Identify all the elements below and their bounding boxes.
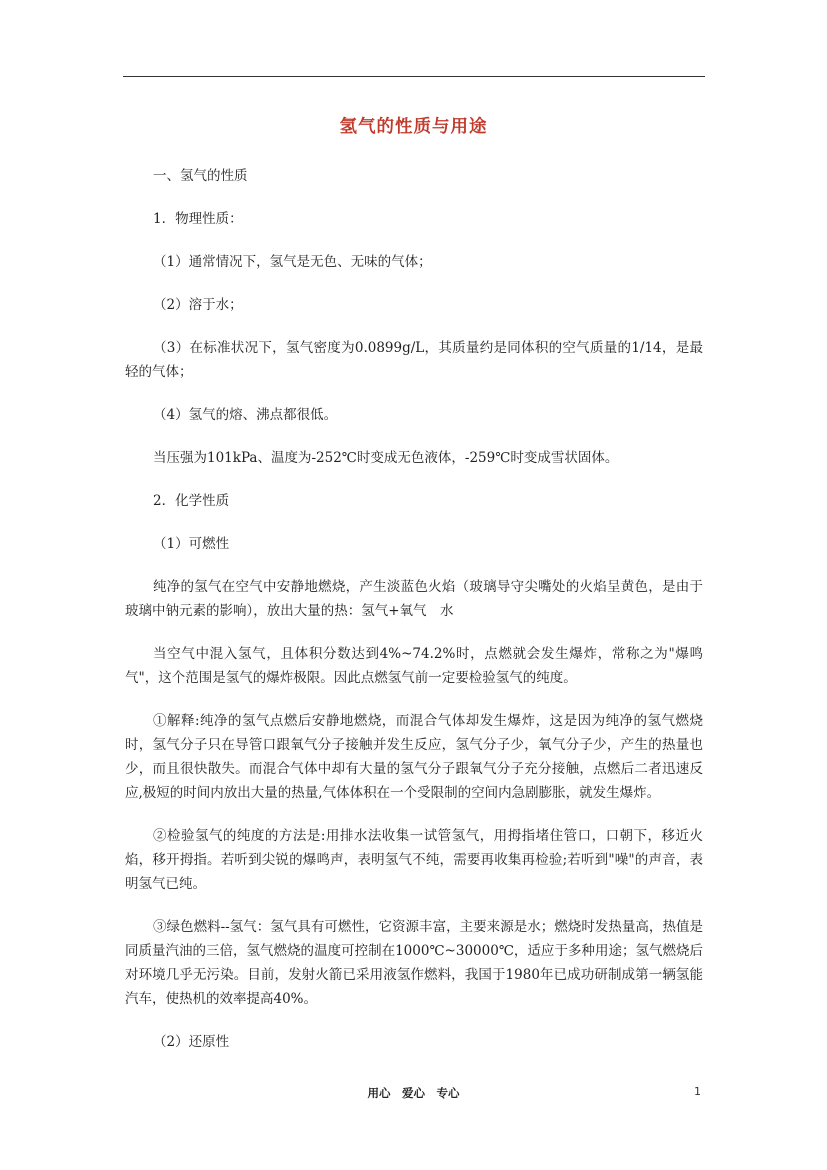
- paragraph: 当空气中混入氢气，且体积分数达到4%~74.2%时，点燃就会发生爆炸，常称之为"爆鸣气"，这个范围是氢气的爆炸极限。因此点燃氢气前一定要检验氢气的纯度。: [125, 646, 703, 686]
- footer-slogan: 用心 爱心 专心: [367, 1086, 460, 1100]
- paragraph: ①解释:纯净的氢气点燃后安静地燃烧，而混合气体却发生爆炸，这是因为纯净的氢气燃烧时，氢气分子只在导管口跟氧气分子接触并发生反应，氢气分子少，氧气分子少，产生的热量也少，而且很快散失。而混合气体中却有大量的氢气分子跟氧气分子充分接触，点燃后二者迅速反应,极短的时间内放出大量的热量,气体体积在一个受限制的空间内急剧膨胀，就发生爆炸。: [125, 713, 703, 801]
- paragraph: 当压强为101kPa、温度为-252℃时变成无色液体，-259℃时变成雪状固体。: [153, 450, 619, 466]
- subsection-heading: 2．化学性质: [153, 493, 230, 509]
- subsection-heading: 1．物理性质：: [153, 211, 243, 227]
- document-title: 氢气的性质与用途: [339, 117, 488, 137]
- paragraph: （2）溶于水；: [153, 297, 243, 313]
- paragraph: （3）在标准状况下，氢气密度为0.0899g/L，其质量约是同体积的空气质量的1/14，是最轻的气体；: [125, 340, 703, 380]
- paragraph: （4）氢气的熔、沸点都很低。: [153, 407, 338, 423]
- section-heading: 一、氢气的性质: [153, 168, 248, 184]
- paragraph: （2）还原性: [153, 1034, 230, 1050]
- page-number: 1: [694, 1085, 701, 1098]
- paragraph: ③绿色燃料--氢气：氢气具有可燃性，它资源丰富，主要来源是水；燃烧时发热量高，热值是同质量汽油的三倍，氢气燃烧的温度可控制在1000℃~30000℃，适应于多种用途；氢气燃烧后对环境几乎无污染。目前，发射火箭已采用液氢作燃料，我国于1980年已成功研制成第一辆氢能汽车，使热机的效率提高40%。: [125, 919, 703, 1007]
- paragraph: 纯净的氢气在空气中安静地燃烧，产生淡蓝色火焰（玻璃导守尖嘴处的火焰呈黄色，是由于玻璃中钠元素的影响），放出大量的热：氢气+氧气 水: [125, 579, 703, 619]
- paragraph: ②检验氢气的纯度的方法是:用排水法收集一试管氢气，用拇指堵住管口，口朝下，移近火焰，移开拇指。若听到尖锐的爆鸣声，表明氢气不纯，需要再收集再检验;若听到"噪"的声音，表明氢气已纯。: [125, 828, 703, 892]
- header-divider: [123, 76, 705, 77]
- paragraph: （1）通常情况下，氢气是无色、无味的气体；: [153, 254, 432, 270]
- document-body: [125, 164, 703, 1073]
- paragraph: （1）可燃性: [153, 536, 230, 552]
